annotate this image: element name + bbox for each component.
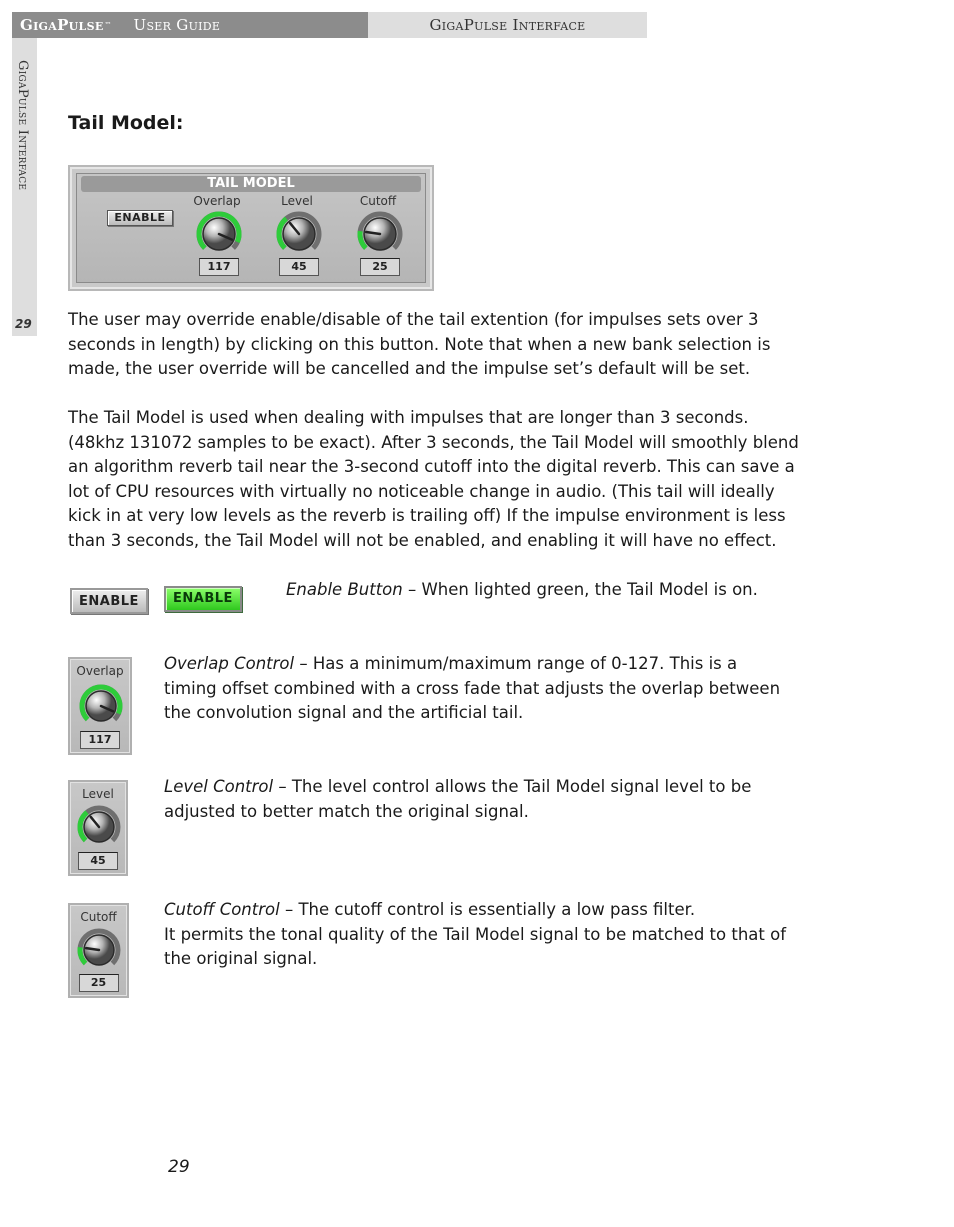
description-line: It permits the tonal quality of the Tail Model signal to be matched to that of <box>164 924 787 944</box>
cutoff-knob-label: Cutoff <box>359 194 397 208</box>
level-thumb-value: 45 <box>78 852 118 870</box>
level-control-thumbnail <box>68 780 128 876</box>
overlap-thumb-value: 117 <box>80 731 120 749</box>
cutoff-control-description <box>164 898 786 972</box>
guide-title: User Guide <box>133 16 221 34</box>
enable-button-off-sample: ENABLE <box>70 588 148 614</box>
description-line: the convolution signal and the artificial tail. <box>164 703 524 722</box>
description-line: – The cutoff control is essentially a low pass filter. <box>279 900 696 919</box>
paragraph-line: The Tail Model is used when dealing with impulses that are longer than 3 seconds. <box>68 408 749 427</box>
brand-name: GigaPulse <box>20 16 104 34</box>
overlap-knob[interactable] <box>195 210 243 258</box>
level-knob-label: Level <box>281 194 313 208</box>
cutoff-thumb-knob <box>76 927 122 973</box>
overlap-control-thumbnail <box>68 657 132 755</box>
overlap-control-term: Overlap Control <box>164 654 295 673</box>
paragraph-line: lot of CPU resources with virtually no noticeable change in audio. (This tail will ideally <box>68 481 775 501</box>
paragraph-tail-model <box>68 406 799 553</box>
cutoff-knob[interactable] <box>356 210 404 258</box>
level-knob[interactable] <box>275 210 323 258</box>
level-control-description <box>164 775 751 824</box>
header-section-title: GigaPulse Interface <box>368 12 647 38</box>
cutoff-control-thumbnail <box>68 903 129 998</box>
overlap-control-description <box>164 652 780 726</box>
paragraph-line: an algorithm reverb tail near the 3-second cutoff into the digital reverb. This can save a <box>68 457 795 476</box>
side-tab-page-number: 29 <box>15 317 32 331</box>
cutoff-thumb-label: Cutoff <box>80 910 117 924</box>
enable-button-term: Enable Button <box>286 580 403 599</box>
description-line: adjusted to better match the original signal. <box>164 801 529 821</box>
enable-button[interactable]: ENABLE <box>107 210 173 226</box>
description-line: – Has a minimum/maximum range of 0-127. This is a <box>294 654 738 673</box>
level-value-display: 45 <box>279 258 319 276</box>
paragraph-line: (48khz 131072 samples to be exact). After 3 seconds, the Tail Model will smoothly blend <box>68 432 799 452</box>
paragraph-line: seconds in length) by clicking on this button. Note that when a new bank selection is <box>68 334 771 354</box>
header-title-bar <box>12 12 368 38</box>
description-line: – When lighted green, the Tail Model is on. <box>402 580 758 599</box>
trademark-symbol: ™ <box>104 21 112 29</box>
description-line: the original signal. <box>164 949 318 968</box>
overlap-knob-label: Overlap <box>193 194 241 208</box>
section-title: Tail Model: <box>68 112 184 134</box>
overlap-thumb-label: Overlap <box>76 664 124 678</box>
tail-model-panel-inner <box>76 173 426 283</box>
paragraph-line: The user may override enable/disable of the tail extention (for impulses sets over 3 <box>68 310 759 329</box>
paragraph-line: made, the user override will be cancelled and the impulse set’s default will be set. <box>68 359 751 378</box>
footer-page-number: 29 <box>168 1157 190 1177</box>
description-line: timing offset combined with a cross fade that adjusts the overlap between <box>164 678 781 698</box>
level-thumb-label: Level <box>82 787 114 801</box>
description-line: – The level control allows the Tail Model signal level to be <box>273 777 752 796</box>
cutoff-value-display: 25 <box>360 258 400 276</box>
cutoff-control-term: Cutoff Control <box>164 900 280 919</box>
tail-model-panel <box>68 165 434 291</box>
level-control-term: Level Control <box>164 777 274 796</box>
level-thumb-knob <box>76 804 122 850</box>
cutoff-thumb-value: 25 <box>79 974 119 992</box>
paragraph-line: than 3 seconds, the Tail Model will not be enabled, and enabling it will have no effect. <box>68 530 777 550</box>
overlap-value-display: 117 <box>199 258 239 276</box>
enable-button-description <box>286 578 758 603</box>
overlap-thumb-knob <box>78 683 124 729</box>
paragraph-line: kick in at very low levels as the reverb is trailing off) If the impulse environment is less <box>68 506 786 525</box>
tail-model-panel-title: TAIL MODEL <box>81 176 421 192</box>
enable-button-on-sample: ENABLE <box>164 586 242 612</box>
paragraph-override <box>68 308 770 382</box>
side-tab-label: GigaPulse Interface <box>15 60 30 191</box>
